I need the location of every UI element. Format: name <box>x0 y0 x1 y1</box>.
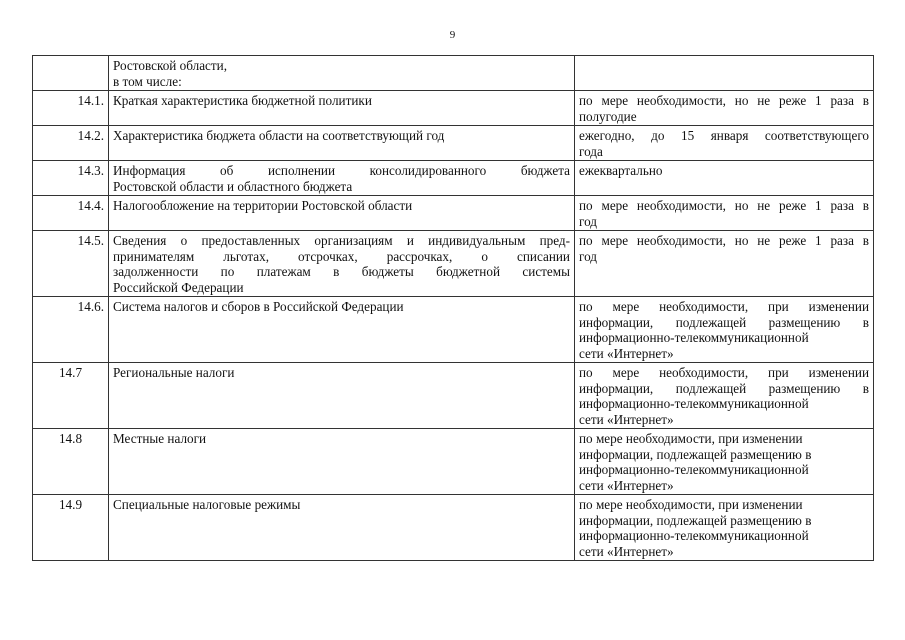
row-name <box>109 161 575 196</box>
row-name <box>109 56 575 91</box>
row-period <box>575 161 874 196</box>
row-period-line: по мере необходимости, при изменении <box>579 497 803 512</box>
row-period-line: информационно-телекоммуникационной <box>579 462 809 477</box>
row-period <box>575 363 874 429</box>
row-name-line: Информация об исполнении консолидированного бюджета <box>113 163 570 178</box>
row-period-line: информации, подлежащей размещению в <box>579 446 812 462</box>
row-name-line: Ростовской области и областного бюджета <box>113 178 353 194</box>
row-period-line: по мере необходимости, при изменении <box>579 299 869 314</box>
row-period-line: по мере необходимости, но не реже 1 раза в <box>579 233 869 248</box>
row-name-line: Налогообложение на территории Ростовской области <box>113 198 413 213</box>
row-name-line: Ростовской области, <box>113 58 228 73</box>
row-period <box>575 297 874 363</box>
row-period-line: сети «Интернет» <box>579 345 674 361</box>
row-period-line: информации, подлежащей размещению в <box>579 314 869 330</box>
row-name-line: Система налогов и сборов в Российской Федерации <box>113 299 404 314</box>
row-period-line: ежеквартально <box>579 163 663 178</box>
row-period-line: сети «Интернет» <box>579 477 674 493</box>
table-row <box>33 91 874 126</box>
row-name-line: Специальные налоговые режимы <box>113 497 301 512</box>
row-period-line: информационно-телекоммуникационной <box>579 528 809 543</box>
row-name <box>109 495 575 561</box>
row-period-line: год <box>579 248 598 264</box>
table-row <box>33 196 874 231</box>
row-number: 14.3. <box>33 161 109 196</box>
table-row <box>33 56 874 91</box>
row-number: 14.9 <box>33 495 109 561</box>
row-name-line: Сведения о предоставленных организациям и индивидуальным пред- <box>113 233 570 248</box>
row-name-line: Российской Федерации <box>113 279 244 295</box>
row-number: 14.6. <box>33 297 109 363</box>
row-number <box>33 56 109 91</box>
table-row <box>33 429 874 495</box>
row-name <box>109 297 575 363</box>
row-period-line: информационно-телекоммуникационной <box>579 330 809 345</box>
row-name <box>109 363 575 429</box>
row-number: 14.2. <box>33 126 109 161</box>
row-name-line: Местные налоги <box>113 431 207 446</box>
table-row <box>33 495 874 561</box>
row-period <box>575 56 874 91</box>
row-period-line: по мере необходимости, при изменении <box>579 431 803 446</box>
row-period-line: сети «Интернет» <box>579 543 674 559</box>
row-number: 14.5. <box>33 231 109 297</box>
row-name-line: Региональные налоги <box>113 365 235 380</box>
row-period-line: информации, подлежащей размещению в <box>579 512 812 528</box>
table-row <box>33 363 874 429</box>
row-period-line: года <box>579 143 603 159</box>
row-period <box>575 429 874 495</box>
row-period-line: ежегодно, до 15 января соответствующего <box>579 128 869 143</box>
row-name <box>109 231 575 297</box>
row-name-line: Краткая характеристика бюджетной политики <box>113 93 372 108</box>
row-period-line: сети «Интернет» <box>579 411 674 427</box>
row-period <box>575 91 874 126</box>
row-name <box>109 196 575 231</box>
row-period <box>575 126 874 161</box>
row-number: 14.4. <box>33 196 109 231</box>
row-period-line: информационно-телекоммуникационной <box>579 396 809 411</box>
table-row <box>33 231 874 297</box>
row-name <box>109 429 575 495</box>
document-table <box>32 55 874 561</box>
row-period-line: год <box>579 213 598 229</box>
row-number: 14.1. <box>33 91 109 126</box>
row-name <box>109 126 575 161</box>
row-period <box>575 196 874 231</box>
table-row <box>33 297 874 363</box>
row-period-line: полугодие <box>579 108 637 124</box>
row-period-line: информации, подлежащей размещению в <box>579 380 869 396</box>
row-name-line: задолженности по платежам в бюджеты бюджетной системы <box>113 264 570 279</box>
row-name-line: в том числе: <box>113 73 182 89</box>
row-name-line: Характеристика бюджета области на соответствующий год <box>113 128 445 143</box>
row-period-line: по мере необходимости, но не реже 1 раза в <box>579 198 869 213</box>
row-name-line: принимателям льготах, отсрочках, рассрочках, о списании <box>113 248 570 264</box>
page-number: 9 <box>449 29 456 41</box>
row-number: 14.8 <box>33 429 109 495</box>
row-number: 14.7 <box>33 363 109 429</box>
row-period <box>575 495 874 561</box>
row-period <box>575 231 874 297</box>
row-name <box>109 91 575 126</box>
row-period-line: по мере необходимости, но не реже 1 раза в <box>579 93 869 108</box>
table-row <box>33 161 874 196</box>
table-row <box>33 126 874 161</box>
row-period-line: по мере необходимости, при изменении <box>579 365 869 380</box>
